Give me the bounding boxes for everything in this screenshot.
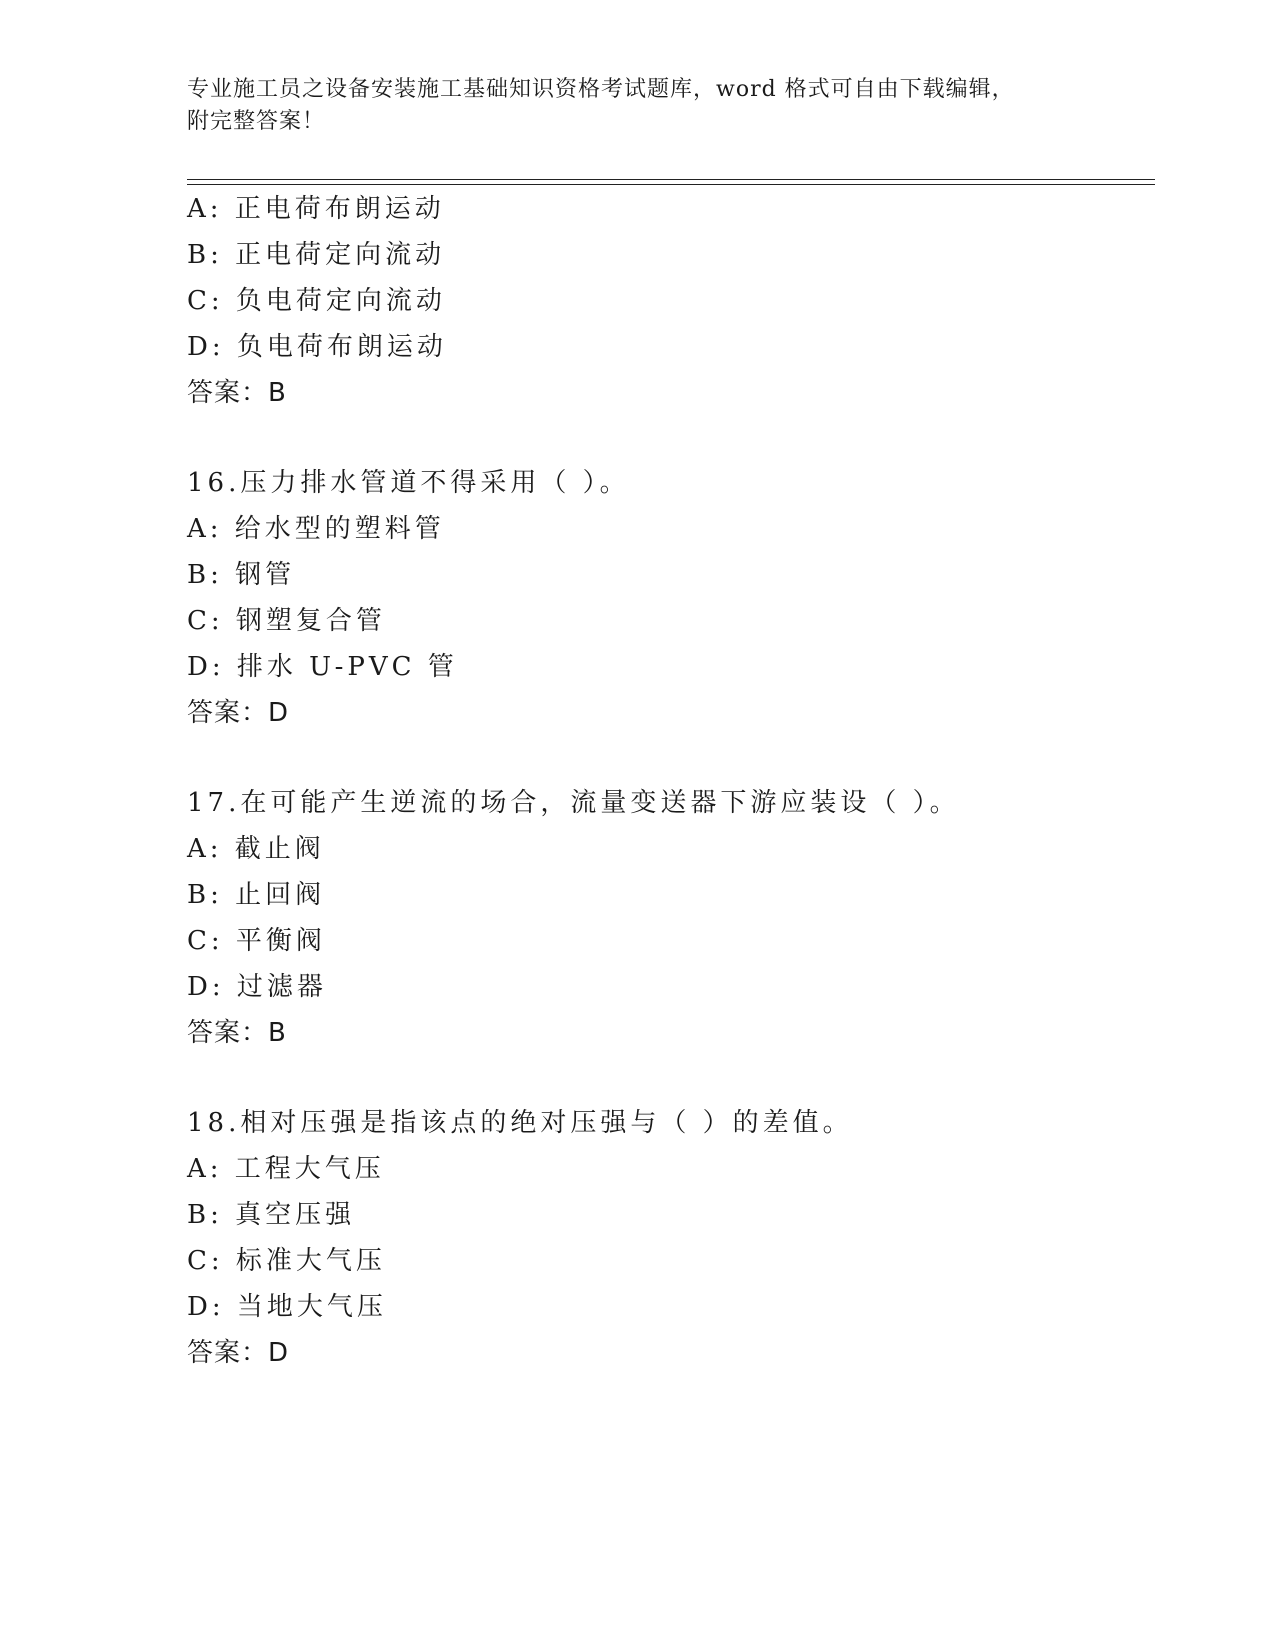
option-a: A: 工程大气压: [187, 1154, 385, 1184]
option-d: D: 负电荷布朗运动: [187, 332, 447, 362]
question-text: 16.压力排水管道不得采用（ ）。: [187, 468, 630, 498]
option-b: B: 真空压强: [187, 1200, 356, 1230]
option-c: C: 负电荷定向流动: [187, 286, 446, 316]
question-text: 17.在可能产生逆流的场合，流量变送器下游应装设（ ）。: [187, 788, 960, 818]
header-divider-bottom: [187, 184, 1155, 185]
question-text: 18.相对压强是指该点的绝对压强与（ ）的差值。: [187, 1108, 853, 1138]
question-block-16: [187, 460, 1155, 736]
option-c: C: 平衡阀: [187, 926, 326, 956]
option-b: B: 钢管: [187, 560, 296, 590]
answer-line: 答案：D: [187, 1338, 290, 1368]
option-c: C: 钢塑复合管: [187, 606, 386, 636]
answer-line: 答案：B: [187, 1018, 287, 1048]
option-b: B: 止回阀: [187, 880, 326, 910]
option-a: A: 正电荷布朗运动: [187, 194, 445, 224]
header-divider-top: [187, 179, 1155, 180]
option-b: B: 正电荷定向流动: [187, 240, 446, 270]
question-block-15: [187, 186, 1155, 416]
question-list: [187, 186, 1155, 1376]
header-line-1: 专业施工员之设备安装施工基础知识资格考试题库，word 格式可自由下载编辑，: [187, 77, 1015, 102]
answer-line: 答案：D: [187, 698, 290, 728]
header-line-2: 附完整答案！: [187, 109, 326, 134]
option-a: A: 截止阀: [187, 834, 325, 864]
answer-line: 答案：B: [187, 378, 287, 408]
option-d: D: 过滤器: [187, 972, 327, 1002]
question-block-18: [187, 1100, 1155, 1376]
option-a: A: 给水型的塑料管: [187, 514, 445, 544]
option-d: D: 排水 U-PVC 管: [187, 652, 458, 682]
question-block-17: [187, 780, 1155, 1056]
question-spacer: [187, 736, 1155, 780]
document-header: [187, 74, 1087, 138]
option-c: C: 标准大气压: [187, 1246, 386, 1276]
question-spacer: [187, 416, 1155, 460]
question-spacer: [187, 1056, 1155, 1100]
option-d: D: 当地大气压: [187, 1292, 387, 1322]
